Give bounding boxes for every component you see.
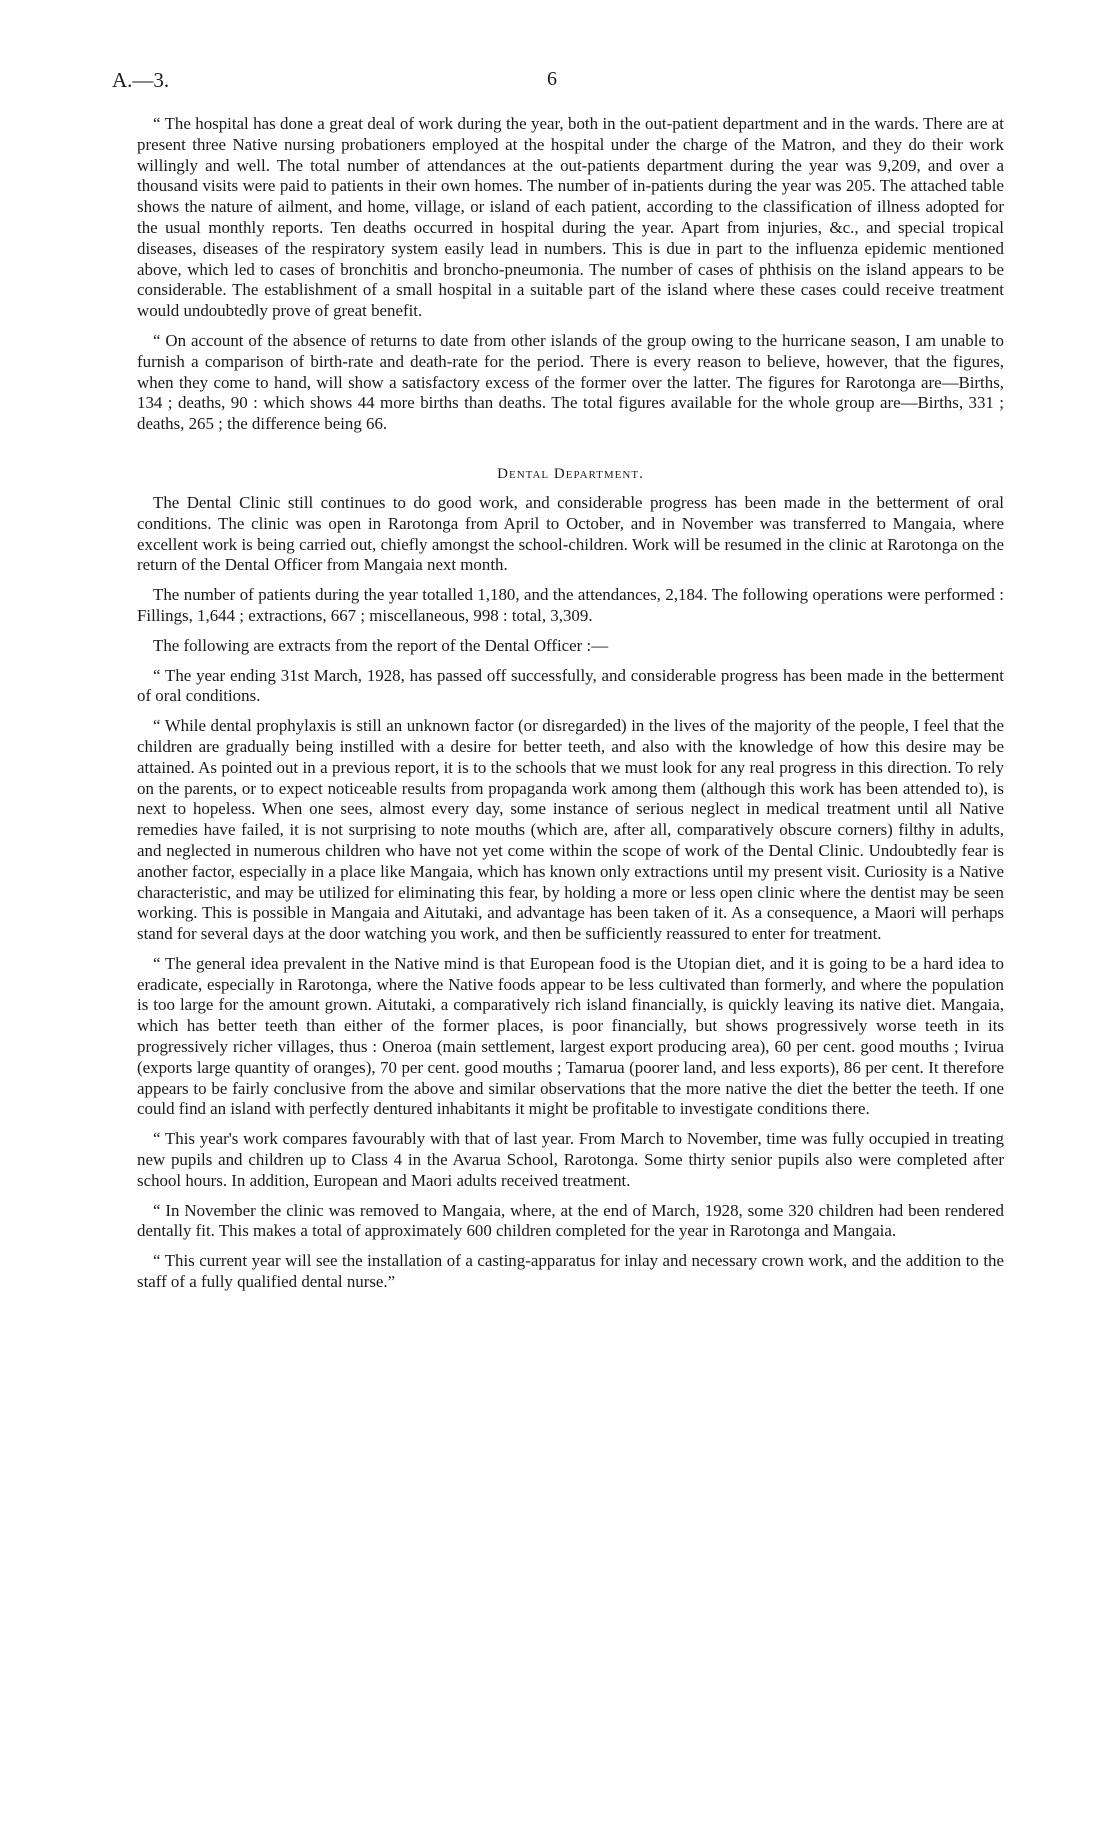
paragraph-dental-clinic: The Dental Clinic still continues to do good work, and considerable progress has been made in the betterment of oral conditions. The clinic was open in Rarotonga from April to October, and in November was transferred to Mangaia, where excellent work is being carried out, chiefly amongst the school-children. Work will be resumed in the clinic at Rarotonga on the return of the Dental Officer from Mangaia next month. <box>137 492 1004 575</box>
paragraph-mangaia: “ In November the clinic was removed to Mangaia, where, at the end of March, 1928, some 320 children had been rendered dentally fit. This makes a total of approximately 600 children completed for the year in Rarotonga and Mangaia. <box>137 1200 1004 1241</box>
paragraph-hospital: “ The hospital has done a great deal of work during the year, both in the out-patient department and in the wards. There are at present three Native nursing probationers employed at the hospital under the charge of the Matron, and they do their work willingly and well. The total number of attendances at the out-patients department during the year was 9,209, and over a thousand visits were paid to patients in their own homes. The number of in-patients during the year was 205. The attached table shows the nature of ailment, and home, village, or island of each patient, according to the classification of illness adopted for the usual monthly reports. Ten deaths occurred in hospital during the year. Apart from injuries, &c., and special tropical diseases, diseases of the respiratory system easily lead in numbers. This is due in part to the influenza epidemic mentioned above, which led to cases of bronchitis and broncho-pneumonia. The number of cases of phthisis on the island appears to be considerable. The establishment of a small hospital in a suitable part of the island where these cases could receive treatment would undoubtedly prove of great benefit. <box>137 114 1004 321</box>
paragraph-vital-statistics: “ On account of the absence of returns to date from other islands of the group owing to the hurricane season, I am unable to furnish a comparison of birth-rate and death-rate for the period. There is every reason to believe, however, that the figures, when they come to hand, will show a satisfactory excess of the former over the latter. The figures for Rarotonga are—Births, 134 ; deaths, 90 : which shows 44 more births than deaths. The total figures available for the whole group are—Births, 331 ; deaths, 265 ; the difference being 66. <box>137 330 1004 434</box>
paragraph-diet: “ The general idea prevalent in the Native mind is that European food is the Utopian diet, and it is going to be a hard idea to eradicate, especially in Rarotonga, where the Native foods appear to be less cultivated than formerly, and where the population is too large for the amount grown. Aitutaki, a comparatively rich island financially, is quickly leaving its native diet. Mangaia, which has better teeth than either of the former places, is poor financially, but shows progressively worse teeth in its progressively richer villages, thus : Oneroa (main settlement, largest export producing area), 60 per cent. good mouths ; Ivirua (exports large quantity of oranges), 70 per cent. good mouths ; Tamarua (poorer land, and less exports), 86 per cent. It therefore appears to be fairly conclusive from the above and similar observations that the more native the diet the better the teeth. If one could find an island with perfectly dentured inhabitants it might be profitable to investigate conditions there. <box>137 953 1004 1119</box>
paragraph-extracts-intro: The following are extracts from the report of the Dental Officer :— <box>153 635 609 655</box>
document-reference: A.—3. <box>112 68 170 92</box>
paragraph-prophylaxis: “ While dental prophylaxis is still an unknown factor (or disregarded) in the lives of the majority of the people, I feel that the children are gradually being instilled with a desire for better teeth, and also with the knowledge of how this desire may be attained. As pointed out in a previous report, it is to the schools that we must look for any real progress in this direction. To rely on the parents, or to expect noticeable results from propaganda work among them (although this work has been attended to), is next to hopeless. When one sees, almost every day, some instance of serious neglect in medical treatment until all Native remedies have failed, it is not surprising to note mouths (which are, after all, comparatively obscure corners) filthy in adults, and neglected in numerous children who have not yet come within the scope of work of the Dental Clinic. Undoubtedly fear is another factor, especially in a place like Mangaia, which has known only extractions until my present visit. Curiosity is a Native characteristic, and may be utilized for eliminating this fear, by holding a more or less open clinic where the dentist may be seen working. This is possible in Mangaia and Aitutaki, and advantage has been taken of it. As a consequence, a Maori will perhaps stand for several days at the door watching you work, and then be sufficiently reassured to enter for treatment. <box>137 716 1004 944</box>
section-spacer <box>137 444 1004 466</box>
section-heading-dental: Dental Department. <box>497 465 644 482</box>
paragraph-dental-statistics: The number of patients during the year totalled 1,180, and the attendances, 2,184. The following operations were performed : Fillings, 1,644 ; extractions, 667 ; miscellaneous, 998 : total, 3,309. <box>137 585 1004 625</box>
page-number: 6 <box>547 68 557 90</box>
paragraph-current-year: “ This current year will see the installation of a casting-apparatus for inlay and necessary crown work, and the addition to the staff of a fully qualified dental nurse.” <box>137 1251 1004 1292</box>
paragraph-years-work: “ This year's work compares favourably with that of last year. From March to November, time was fully occupied in treating new pupils and children up to Class 4 in the Avarua School, Rarotonga. Some thirty senior pupils also were completed after school hours. In addition, European and Maori adults received treatment. <box>137 1129 1004 1190</box>
document-body <box>137 114 1004 1302</box>
paragraph-year-ending: “ The year ending 31st March, 1928, has passed off successfully, and considerable progress has been made in the betterment of oral conditions. <box>137 665 1004 706</box>
page-header <box>112 68 1007 94</box>
